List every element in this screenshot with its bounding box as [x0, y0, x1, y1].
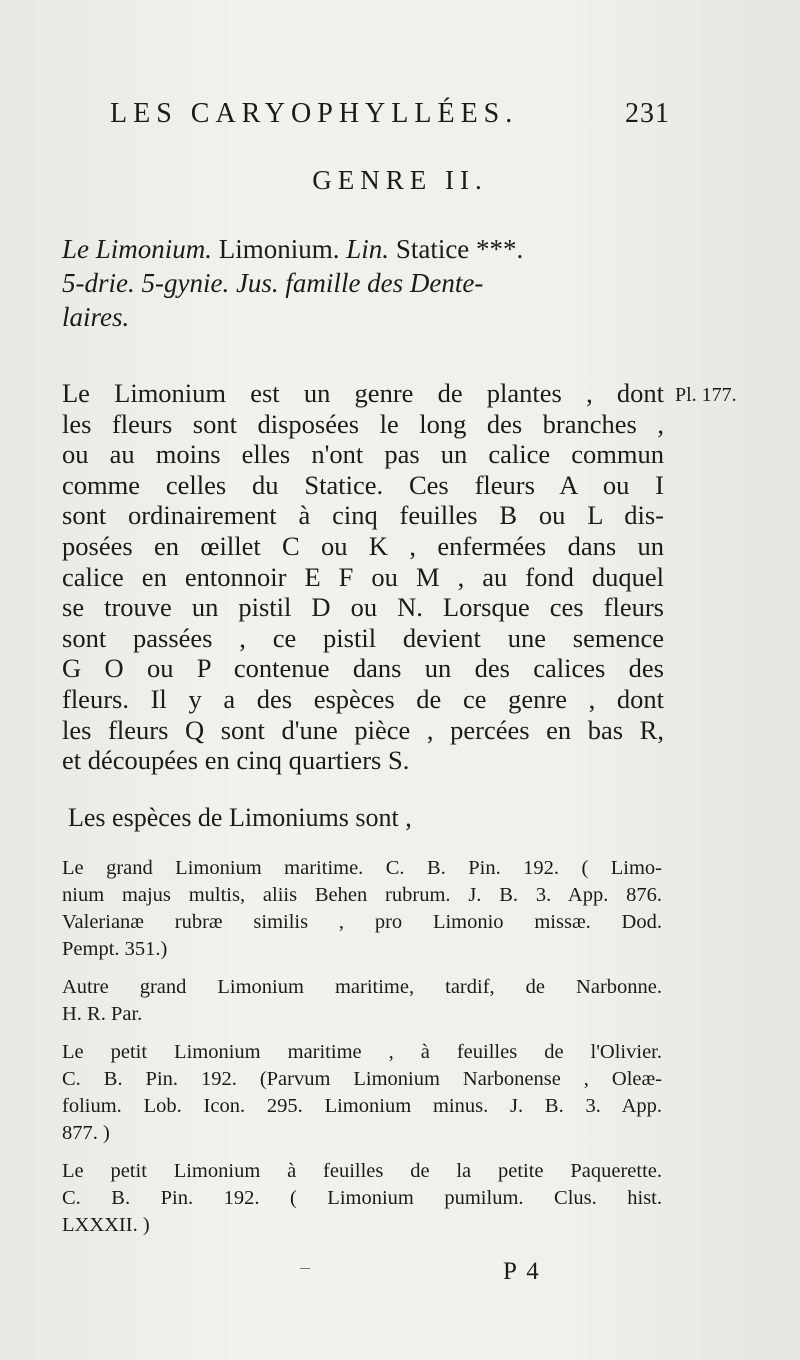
species-line: 877. ): [62, 1122, 110, 1144]
species-title: Les espèces de Limoniums sont ,: [68, 803, 412, 832]
heading-latin: Limonium.: [212, 234, 347, 264]
species-line: Le petit Limonium à feuilles de la petite Paquerette.: [62, 1160, 662, 1182]
paragraph-line: se trouve un pistil D ou N. Lorsque ces fleurs: [62, 592, 664, 623]
description-paragraph: [62, 378, 664, 776]
paragraph-line: posées en œillet C ou K , enfermées dans un: [62, 530, 664, 561]
heading-line-1: [62, 232, 672, 266]
signature-mark: P 4: [503, 1258, 541, 1285]
paragraph-line: sont passées , ce pistil devient une semence: [62, 622, 664, 653]
paragraph-line: comme celles du Statice. Ces fleurs A ou I: [62, 469, 664, 500]
paragraph-line: sont ordinairement à cinq feuilles B ou L dis-: [62, 500, 664, 531]
species-entry: [62, 1039, 662, 1147]
species-line: Pempt. 351.): [62, 938, 168, 960]
species-list: [62, 855, 662, 1250]
heading-statice: Statice ***.: [389, 234, 524, 264]
page-mark: [300, 1268, 310, 1269]
species-line: Le grand Limonium maritime. C. B. Pin. 192. ( Limo-: [62, 857, 662, 879]
species-line: folium. Lob. Icon. 295. Limonium minus. J. B. 3. App.: [62, 1095, 662, 1117]
species-line: H. R. Par.: [62, 1003, 143, 1025]
species-line: Valerianæ rubræ similis , pro Limonio missæ. Dod.: [62, 911, 662, 933]
species-line: nium majus multis, aliis Behen rubrum. J. B. 3. App. 876.: [62, 884, 662, 906]
paragraph-line: ou au moins elles n'ont pas un calice commun: [62, 439, 664, 470]
paragraph-line: les fleurs Q sont d'une pièce , percées en bas R,: [62, 714, 664, 745]
species-line: C. B. Pin. 192. ( Limonium pumilum. Clus. hist.: [62, 1187, 662, 1209]
species-line: C. B. Pin. 192. (Parvum Limonium Narbonense , Oleæ-: [62, 1068, 662, 1090]
plate-reference: Pl. 177.: [675, 384, 737, 406]
paragraph-line: les fleurs sont disposées le long des branches ,: [62, 408, 664, 439]
genus-heading: [62, 232, 672, 334]
species-entry: [62, 1158, 662, 1239]
species-line: LXXXII. ): [62, 1214, 150, 1236]
heading-line-2: 5-drie. 5-gynie. Jus. famille des Dente-: [62, 268, 484, 298]
page-number: 231: [625, 98, 670, 129]
species-line: Le petit Limonium maritime , à feuilles de l'Olivier.: [62, 1041, 662, 1063]
heading-line-3: laires.: [62, 302, 130, 332]
heading-name: Le Limonium.: [62, 234, 213, 264]
paragraph-line: Le Limonium est un genre de plantes , dont: [62, 378, 664, 408]
paragraph-line: calice en entonnoir E F ou M , au fond duquel: [62, 561, 664, 592]
paragraph-line: fleurs. Il y a des espèces de ce genre , dont: [62, 683, 664, 714]
heading-author: Lin.: [346, 234, 390, 264]
species-line: Autre grand Limonium maritime, tardif, de Narbonne.: [62, 976, 662, 998]
species-entry: [62, 974, 662, 1028]
paragraph-line: et découpées en cinq quartiers S.: [62, 745, 410, 776]
genre-title: GENRE II.: [312, 165, 488, 195]
running-title: LES CARYOPHYLLÉES.: [110, 98, 519, 129]
paragraph-line: G O ou P contenue dans un des calices des: [62, 653, 664, 684]
species-entry: [62, 855, 662, 963]
